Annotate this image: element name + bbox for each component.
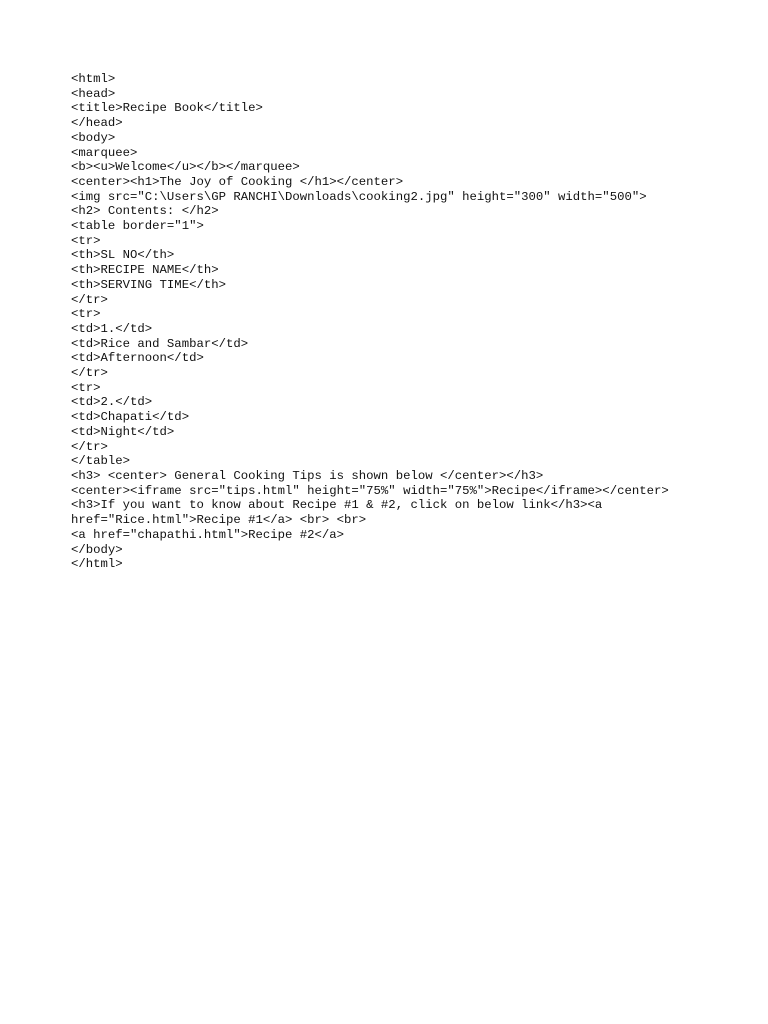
code-line: <td>1.</td> bbox=[71, 321, 153, 336]
code-line: <body> bbox=[71, 130, 116, 145]
code-line: href="Rice.html">Recipe #1</a> <br> <br> bbox=[71, 513, 367, 528]
code-line: <title>Recipe Book</title> bbox=[71, 101, 263, 116]
code-line: <th>SL NO</th> bbox=[71, 248, 175, 263]
code-line: <center><h1>The Joy of Cooking </h1></center> bbox=[71, 174, 404, 189]
code-line: <tr> bbox=[71, 307, 101, 322]
code-line: <img src="C:\Users\GP RANCHI\Downloads\cooking2.jpg" height="300" width="500"> bbox=[71, 189, 647, 204]
code-line: <table border="1"> bbox=[71, 219, 204, 234]
code-line: <tr> bbox=[71, 380, 101, 395]
code-line: <center><iframe src="tips.html" height="75%" width="75%">Recipe</iframe></center> bbox=[71, 483, 669, 498]
code-line: <td>Night</td> bbox=[71, 424, 175, 439]
code-line: <td>2.</td> bbox=[71, 395, 153, 410]
code-line: <tr> bbox=[71, 233, 101, 248]
code-line: <h2> Contents: </h2> bbox=[71, 204, 219, 219]
code-line: <td>Rice and Sambar</td> bbox=[71, 336, 249, 351]
code-line: <a href="chapathi.html">Recipe #2</a> bbox=[71, 527, 345, 542]
code-line: <th>RECIPE NAME</th> bbox=[71, 263, 219, 278]
code-line: <head> bbox=[71, 86, 116, 101]
code-line: </tr> bbox=[71, 292, 108, 307]
code-line: </html> bbox=[71, 557, 123, 572]
code-line: <b><u>Welcome</u></b></marquee> bbox=[71, 160, 300, 175]
code-line: </tr> bbox=[71, 439, 108, 454]
code-line: <html> bbox=[71, 72, 116, 86]
code-line: </body> bbox=[71, 542, 123, 557]
code-line: </tr> bbox=[71, 366, 108, 381]
code-line: <h3>If you want to know about Recipe #1 & #2, click on below link</h3><a bbox=[71, 498, 603, 513]
code-line: <th>SERVING TIME</th> bbox=[71, 277, 226, 292]
code-line: </head> bbox=[71, 116, 123, 131]
code-line: <td>Afternoon</td> bbox=[71, 351, 204, 366]
code-line: <h3> <center> General Cooking Tips is shown below </center></h3> bbox=[71, 468, 544, 483]
code-line: <marquee> bbox=[71, 145, 138, 160]
document-page bbox=[71, 72, 711, 572]
code-line: </table> bbox=[71, 454, 131, 469]
code-line: <td>Chapati</td> bbox=[71, 410, 190, 425]
